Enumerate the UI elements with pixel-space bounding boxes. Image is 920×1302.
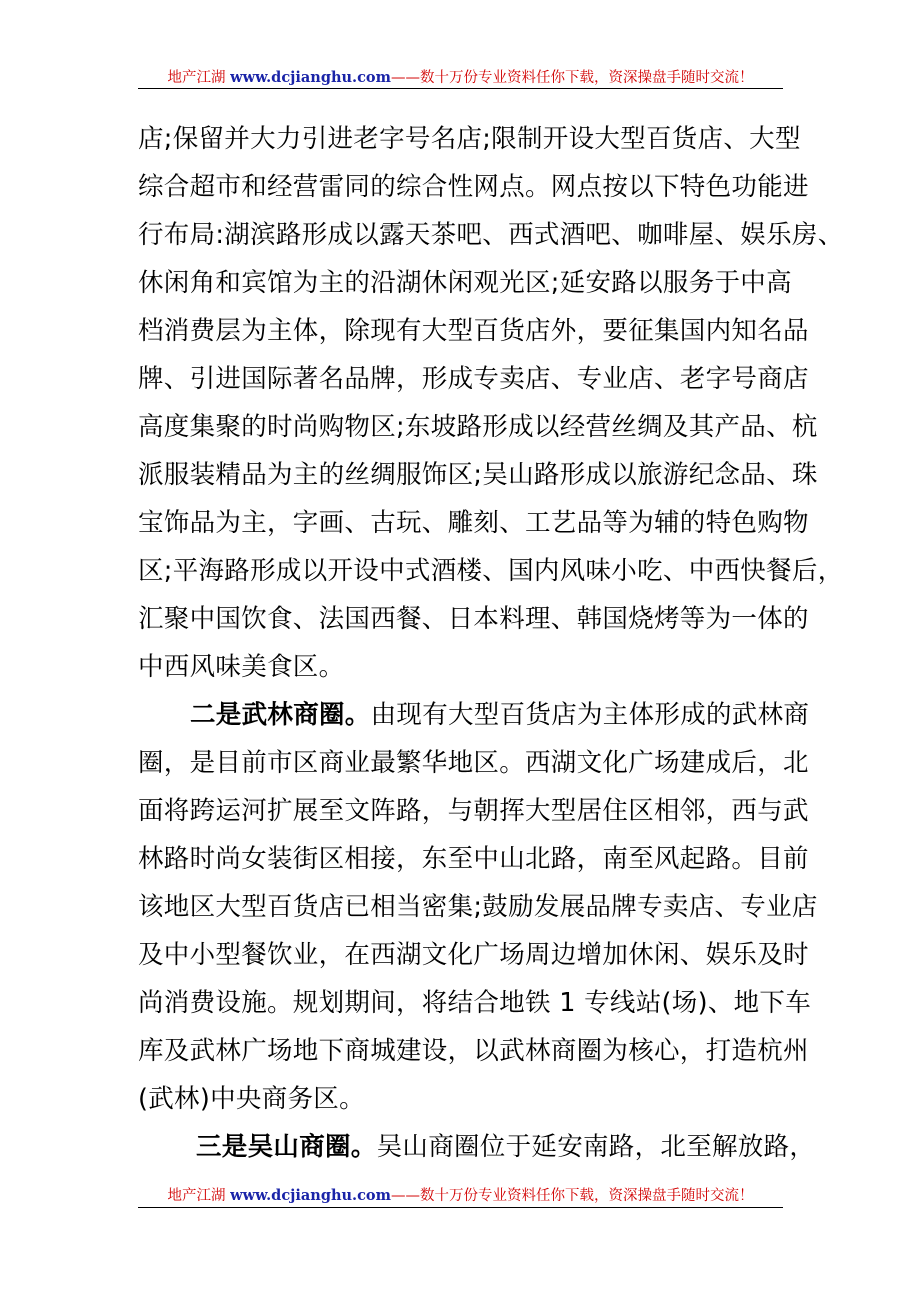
text-line: 行布局:湖滨路形成以露天茶吧、西式酒吧、咖啡屋、娱乐房、 <box>138 220 844 250</box>
footer-rule <box>138 1207 783 1208</box>
text-line: 派服装精品为主的丝绸服饰区;吴山路形成以旅游纪念品、珠 <box>138 460 818 490</box>
section-heading: 三是吴山商圈。 <box>196 1132 377 1162</box>
page-header: 地产江湖 www.dcjianghu.com——数十万份专业资料任你下载，资深操盘手随时交流！ <box>167 69 754 86</box>
text-line: 圈，是目前市区商业最繁华地区。西湖文化广场建成后，北 <box>138 748 809 778</box>
text-line: 该地区大型百货店已相当密集;鼓励发展品牌专卖店、专业店 <box>138 892 818 922</box>
text-line: 店;保留并大力引进老字号名店;限制开设大型百货店、大型 <box>138 124 801 154</box>
text-line: 中西风味美食区。 <box>138 652 345 682</box>
text-line: 二是武林商圈。由现有大型百货店为主体形成的武林商 <box>190 700 810 730</box>
text-line: 牌、引进国际著名品牌，形成专卖店、专业店、老字号商店 <box>138 364 809 394</box>
text-line: 汇聚中国饮食、法国西餐、日本料理、韩国烧烤等为一体的 <box>138 604 809 634</box>
text-line: 面将跨运河扩展至文阵路，与朝挥大型居住区相邻，西与武 <box>138 796 809 826</box>
text-line: 宝饰品为主，字画、古玩、雕刻、工艺品等为辅的特色购物 <box>138 508 809 538</box>
text-line: 休闲角和宾馆为主的沿湖休闲观光区;延安路以服务于中高 <box>138 268 792 298</box>
text-line: 及中小型餐饮业，在西湖文化广场周边增加休闲、娱乐及时 <box>138 940 809 970</box>
text-line: 林路时尚女装街区相接，东至中山北路，南至风起路。目前 <box>138 844 809 874</box>
text-line: (武林)中央商务区。 <box>138 1084 365 1114</box>
header-link[interactable]: www.dcjianghu.com <box>230 69 391 86</box>
footer-link[interactable]: www.dcjianghu.com <box>230 1187 391 1204</box>
page-footer: 地产江湖 www.dcjianghu.com——数十万份专业资料任你下载，资深操盘手随时交流！ <box>167 1187 754 1204</box>
text-line: 三是吴山商圈。吴山商圈位于延安南路，北至解放路， <box>196 1132 816 1162</box>
text-line: 档消费层为主体，除现有大型百货店外，要征集国内知名品 <box>138 316 809 346</box>
text-line: 综合超市和经营雷同的综合性网点。网点按以下特色功能进 <box>138 172 809 202</box>
text-line: 库及武林广场地下商城建设，以武林商圈为核心，打造杭州 <box>138 1036 809 1066</box>
text-line: 区;平海路形成以开设中式酒楼、国内风味小吃、中西快餐后， <box>138 556 844 586</box>
text-line: 尚消费设施。规划期间，将结合地铁 1 专线站(场)、地下车 <box>138 988 812 1018</box>
header-rule <box>138 88 783 89</box>
section-heading: 二是武林商圈。 <box>190 700 371 730</box>
text-line: 高度集聚的时尚购物区;东坡路形成以经营丝绸及其产品、杭 <box>138 412 818 442</box>
